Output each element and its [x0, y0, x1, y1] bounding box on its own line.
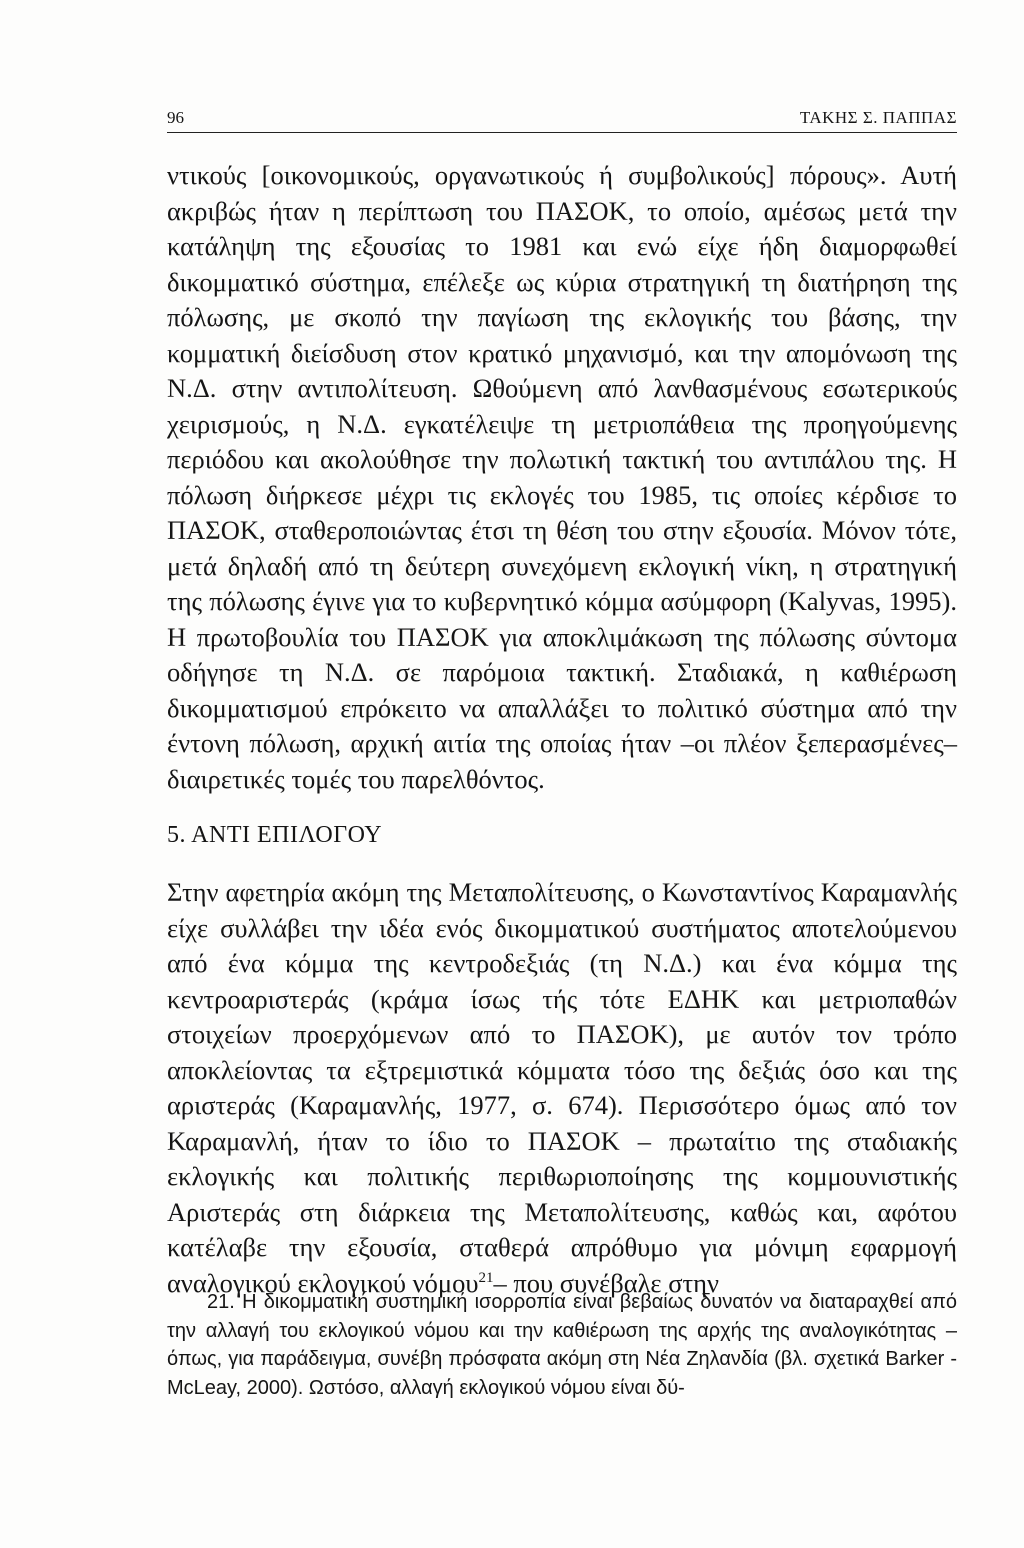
body-paragraph [167, 875, 957, 1301]
running-head: ΤΑΚΗΣ Σ. ΠΑΠΠΑΣ [799, 108, 957, 127]
section-heading: 5. ΑΝΤΙ ΕΠΙΛΟΓΟΥ [167, 822, 383, 848]
body-paragraph: ντικούς [οικονομικούς, οργανωτικούς ή συμβολικούς] πόρους». Αυτή ακριβώς ήταν η περίπτωση του ΠΑΣΟΚ, το οποίο, αμέσως μετά την κατάληψη της εξουσίας το 1981 και ενώ είχε ήδη διαμορφωθεί δικομματικό σύστημα, επέλεξε ως κύρια στρατηγική τη διατήρηση της πόλωσης, με σκοπό την παγίωση της εκλογικής του βάσης, την κομματική διείσδυση στον κρατικό μηχανισμό, και την απομόνωση της Ν.Δ. στην αντιπολίτευση. Ωθούμενη από λανθασμένους εσωτερικούς χειρισμούς, η Ν.Δ. εγκατέλειψε τη μετριοπάθεια της προηγούμενης περιόδου και ακολούθησε την πολωτική τακτική του αντιπάλου της. Η πόλωση διήρκεσε μέχρι τις εκλογές του 1985, τις οποίες κέρδισε το ΠΑΣΟΚ, σταθεροποιώντας έτσι τη θέση του στην εξουσία. Μόνον τότε, μετά δηλαδή από τη δεύτερη συνεχόμενη εκλογική νίκη, η στρατηγική της πόλωσης έγινε για το κυβερνητικό κόμμα ασύμφορη (Kalyvas, 1995). Η πρωτοβουλία του ΠΑΣΟΚ για αποκλιμάκωση της πόλωσης σύντομα οδήγησε τη Ν.Δ. σε παρόμοια τακτική. Σταδιακά, η καθιέρωση δικομματισμού επρόκειτο να απαλλάξει το πολιτικό σύστημα από την έντονη πόλωση, αρχική αιτία της οποίας ήταν –οι πλέον ξεπερασμένες– διαιρετικές τομές του παρελθόντος. [167, 160, 957, 794]
paragraph-text-tail: – που συνέβαλε στην [493, 1267, 719, 1298]
paragraph-text: Στην αφετηρία ακόμη της Μεταπολίτευσης, ο Κωνσταντίνος Καραμανλής είχε συλλάβει την ιδέα ενός δικομματικού συστήματος αποτελούμενου από ένα κόμμα της κεντροδεξιάς (τη Ν.Δ.) και ένα κόμμα της κεντροαριστεράς (κράμα ίσως τής τότε ΕΔΗΚ και μετριοπαθών στοιχείων προερχόμενων από το ΠΑΣΟΚ), με αυτόν τον τρόπο αποκλείοντας τα εξτρεμιστικά κόμματα τόσο της δεξιάς όσο και της αριστεράς (Καραμανλής, 1977, σ. 674). Περισσότερο όμως από τον Καραμανλή, ήταν το ίδιο το ΠΑΣΟΚ – πρωταίτιο της σταδιακής εκλογικής και πολιτικής περιθωριοποίησης της κομμουνιστικής Αριστεράς στη διάρκεια της Μεταπολίτευσης, καθώς και, αφότου κατέλαβε την εξουσία, σταθερά απρόθυμο για μόνιμη εφαρμογή αναλογικού εκλογικού νόμου [167, 877, 957, 1298]
page-header [167, 102, 957, 133]
footnote-reference[interactable]: 21 [478, 1269, 494, 1286]
footnote: 21. Η δικομματική συστημική ισορροπία είναι βεβαίως δυνατόν να διαταραχθεί από την αλλαγή του εκλογικού νόμου και την καθιέρωση της αρχής της αναλογικότητας –όπως, για παράδειγμα, συνέβη πρόσφατα ακόμη στη Νέα Ζηλανδία (βλ. σχετικά Barker - McLeay, 2000). Ωστόσο, αλλαγή εκλογικού νόμου είναι δύ- [167, 1291, 957, 1399]
page-number: 96 [167, 108, 184, 127]
